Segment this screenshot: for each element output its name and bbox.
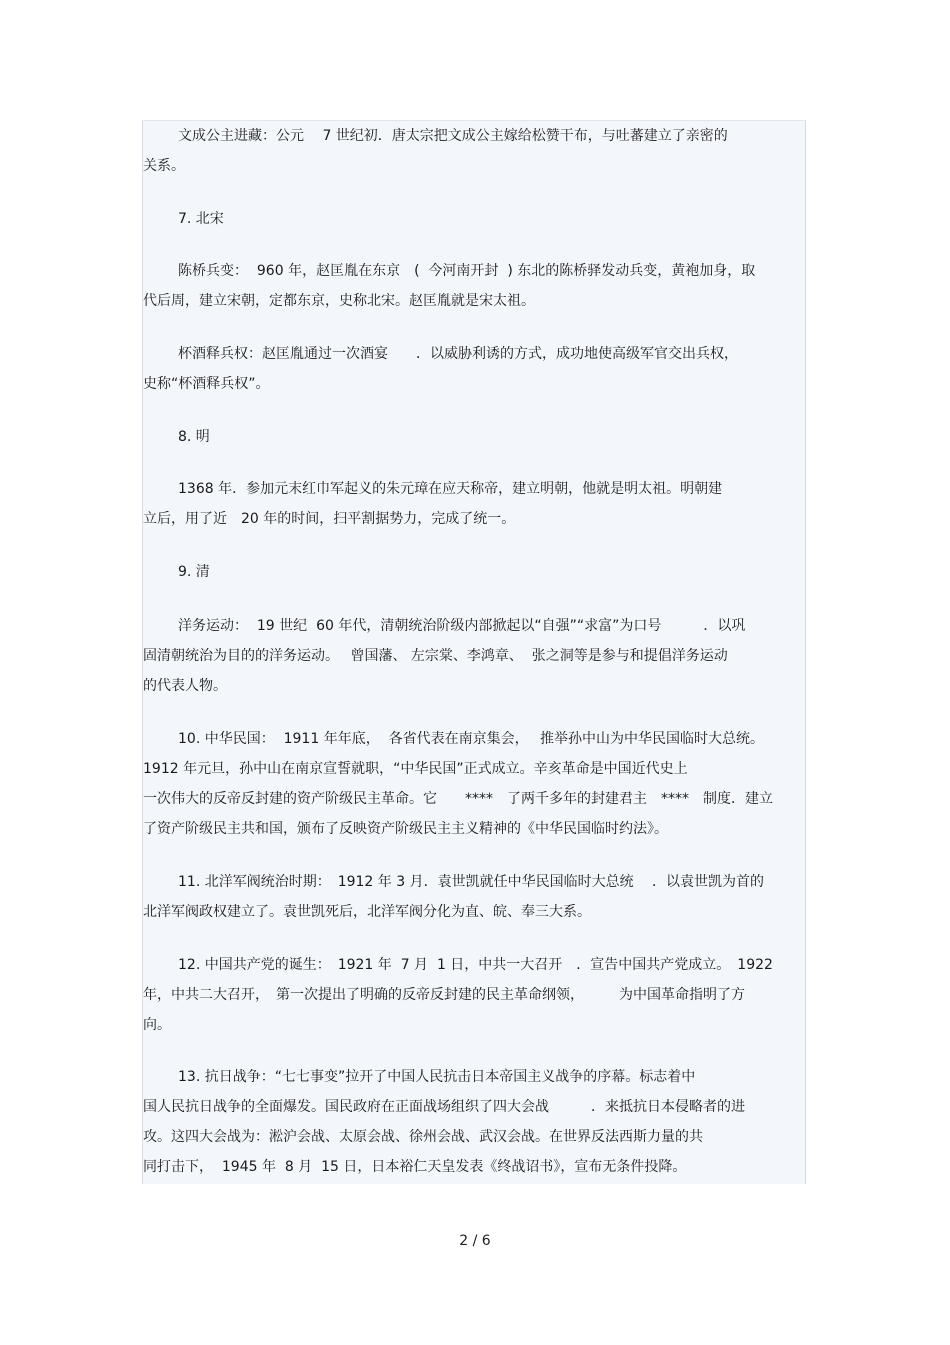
text-line: 北洋军阀政权建立了。袁世凯死后，北洋军阀分化为直、皖、奉三大系。 (143, 904, 591, 920)
text-line: 一次伟大的反帝反封建的资产阶级民主革命。它 **** 了两千多年的封建君主 **** 制度．建立 (143, 791, 773, 807)
section-heading: 7. 北宋 (178, 211, 224, 227)
text-line: 固清朝统治为目的的洋务运动。 曾国藩、 左宗棠、李鸿章、 张之洞等是参与和提倡洋务运动 (143, 648, 728, 664)
text-line: 攻。这四大会战为：淞沪会战、太原会战、徐州会战、武汉会战。在世界反法西斯力量的共 (143, 1129, 703, 1145)
text-line: 向。 (143, 1017, 171, 1033)
text-line: 代后周，建立宋朝，定都东京，史称北宋。赵匡胤就是宋太祖。 (143, 293, 535, 309)
text-line: 12. 中国共产党的诞生： 1921 年 7 月 1 日，中共一大召开 ．宣告中国共产党成立。 1922 (178, 957, 773, 973)
text-line: 1912 年元旦，孙中山在南京宣誓就职，“中华民国”正式成立。辛亥革命是中国近代史上 (143, 761, 688, 777)
text-line: 立后，用了近 20 年的时间，扫平割据势力，完成了统一。 (143, 511, 516, 527)
text-line: 洋务运动： 19 世纪 60 年代，清朝统治阶级内部掀起以“自强”“求富”为口号 ．以巩 (178, 618, 746, 634)
text-line: 13. 抗日战争：“七七事变”拉开了中国人民抗击日本帝国主义战争的序幕。标志着中 (178, 1069, 696, 1085)
section-heading: 8. 明 (178, 429, 210, 445)
text-line: 关系。 (143, 158, 185, 174)
text-line: 了资产阶级民主共和国，颁布了反映资产阶级民主主义精神的《中华民国临时约法》。 (143, 821, 668, 837)
section-heading: 9. 清 (178, 564, 210, 580)
text-line: 年，中共二大召开， 第一次提出了明确的反帝反封建的民主革命纲领， 为中国革命指明了方 (143, 987, 745, 1003)
text-line: 史称“杯酒释兵权”。 (143, 376, 270, 392)
text-line: 1368 年．参加元末红巾军起义的朱元璋在应天称帝，建立明朝，他就是明太祖。明朝建 (178, 481, 723, 497)
text-line: 陈桥兵变： 960 年，赵匡胤在东京 ( 今河南开封 ) 东北的陈桥驿发动兵变，黄袍加身，取 (178, 263, 756, 279)
text-line: 文成公主进藏：公元 7 世纪初．唐太宗把文成公主嫁给松赞干布，与吐蕃建立了亲密的 (178, 128, 728, 144)
text-line: 11. 北洋军阀统治时期： 1912 年 3 月．袁世凯就任中华民国临时大总统 ．以袁世凯为首的 (178, 874, 765, 890)
text-line: 同打击下， 1945 年 8 月 15 日，日本裕仁天皇发表《终战诏书》，宣布无条件投降。 (143, 1159, 687, 1175)
page-number: 2 / 6 (459, 1233, 491, 1249)
text-line: 杯酒释兵权：赵匡胤通过一次酒宴 ．以威胁利诱的方式，成功地使高级军官交出兵权， (178, 346, 738, 362)
text-line: 10. 中华民国： 1911 年年底， 各省代表在南京集会， 推举孙中山为中华民国临时大总统。 (178, 731, 765, 747)
text-line: 国人民抗日战争的全面爆发。国民政府在正面战场组织了四大会战 ．来抵抗日本侵略者的进 (143, 1099, 745, 1115)
text-line: 的代表人物。 (143, 678, 227, 694)
